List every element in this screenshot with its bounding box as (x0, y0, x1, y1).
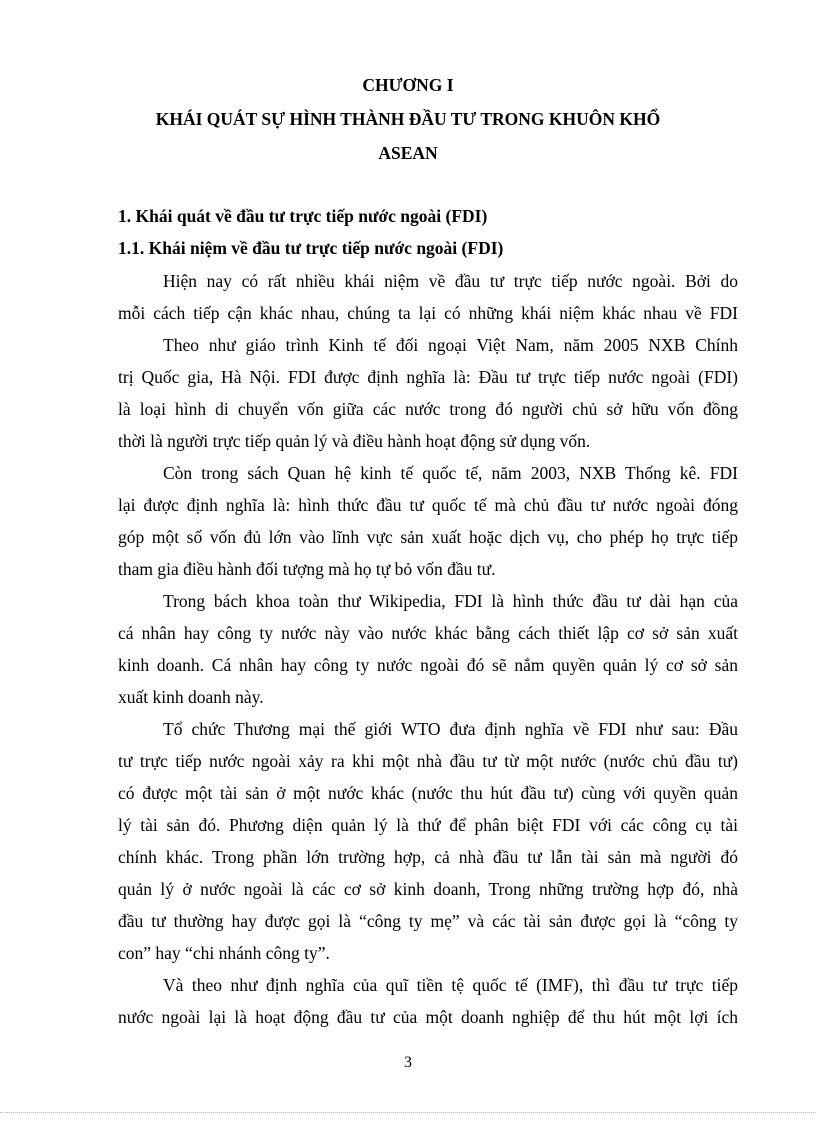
subsection-heading: 1.1. Khái niệm về đầu tư trực tiếp nước ngoài (FDI) (118, 238, 504, 258)
body-line: trị Quốc gia, Hà Nội. FDI được định nghĩa là: Đầu tư trực tiếp nước ngoài (FDI) (118, 367, 738, 387)
body-line: tham gia điều hành đối tượng mà họ tự bỏ vốn đầu tư. (118, 559, 496, 579)
chapter-title-line-1: KHÁI QUÁT SỰ HÌNH THÀNH ĐẦU TƯ TRONG KHUÔN KHỔ (155, 109, 661, 129)
body-line: là loại hình di chuyển vốn giữa các nước trong đó người chủ sở hữu vốn đồng (118, 399, 738, 419)
body-line: thời là người trực tiếp quản lý và điều hành hoạt động sử dụng vốn. (118, 431, 591, 451)
body-line: Theo như giáo trình Kinh tế đối ngoại Việt Nam, năm 2005 NXB Chính (163, 335, 738, 355)
body-line: Còn trong sách Quan hệ kinh tế quốc tế, năm 2003, NXB Thống kê. FDI (163, 463, 738, 483)
chapter-title-line-2: ASEAN (378, 143, 438, 163)
body-line: có được một tài sản ở một nước khác (nước thu hút đầu tư) cùng với quyền quản (118, 783, 738, 803)
page-number: 3 (404, 1054, 412, 1071)
body-line: tư trực tiếp nước ngoài xảy ra khi một nhà đầu tư từ một nước (nước chủ đầu tư) (118, 751, 738, 771)
body-line: góp một số vốn đủ lớn vào lĩnh vực sản xuất hoặc dịch vụ, cho phép họ trực tiếp (118, 527, 738, 547)
body-line: lý tài sản đó. Phương diện quản lý là thứ để phân biệt FDI với các công cụ tài (118, 815, 738, 835)
body-line: Hiện nay có rất nhiều khái niệm về đầu tư trực tiếp nước ngoài. Bởi do (163, 271, 738, 291)
body-line: mỗi cách tiếp cận khác nhau, chúng ta lại có những khái niệm khác nhau về FDI (118, 303, 738, 323)
chapter-number: CHƯƠNG I (362, 75, 454, 95)
page-bottom-rule (0, 1112, 816, 1113)
body-line: Tổ chức Thương mại thế giới WTO đưa định nghĩa về FDI như sau: Đầu (163, 719, 738, 739)
body-line: quản lý ở nước ngoài là các cơ sở kinh doanh, Trong những trường hợp đó, nhà (118, 879, 738, 899)
body-line: xuất kinh doanh này. (118, 687, 264, 707)
body-line: Trong bách khoa toàn thư Wikipedia, FDI là hình thức đầu tư dài hạn của (163, 591, 738, 611)
body-line: kinh doanh. Cá nhân hay công ty nước ngoài đó sẽ nắm quyền quản lý cơ sở sản (118, 655, 738, 675)
body-line: chính khác. Trong phần lớn trường hợp, cả nhà đầu tư lẫn tài sản mà người đó (118, 847, 738, 867)
section-heading: 1. Khái quát về đầu tư trực tiếp nước ngoài (FDI) (118, 206, 488, 226)
body-line: nước ngoài lại là hoạt động đầu tư của một doanh nghiệp để thu hút một lợi ích (118, 1007, 738, 1027)
body-line: Và theo như định nghĩa của quĩ tiền tệ quốc tế (IMF), thì đầu tư trực tiếp (163, 975, 738, 995)
body-line: cá nhân hay công ty nước này vào nước khác bằng cách thiết lập cơ sở sản xuất (118, 623, 738, 643)
body-line: đầu tư thường hay được gọi là “công ty mẹ” và các tài sản được gọi là “công ty (118, 911, 738, 931)
body-line: con” hay “chi nhánh công ty”. (118, 943, 330, 963)
body-line: lại được định nghĩa là: hình thức đầu tư quốc tế mà chủ đầu tư nước ngoài đóng (118, 495, 738, 515)
